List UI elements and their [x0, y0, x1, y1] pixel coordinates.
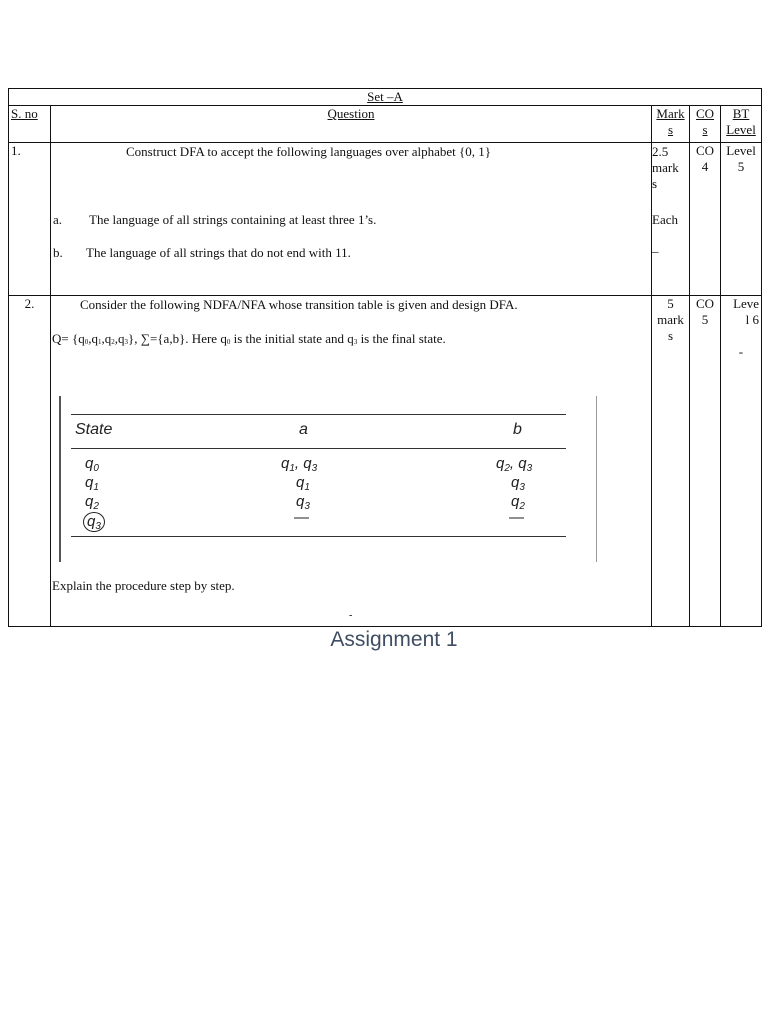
transition-table-image — [59, 396, 597, 562]
q1-part-b-label: b. — [53, 245, 63, 260]
set-title: Set –A — [367, 89, 403, 104]
question-2-row — [9, 296, 762, 627]
q2-bt-level: Leve l 6 - — [721, 296, 762, 627]
header-question: Question — [327, 106, 375, 121]
tt-row-0-a: $q_1$, $q_3$ — [281, 455, 318, 474]
q1-marks-dash: _ — [652, 239, 659, 254]
header-bt-level: BT Level — [721, 106, 762, 143]
question-table — [8, 88, 762, 627]
tt-header-state: State — [75, 421, 113, 438]
q1-part-a-label: a. — [53, 212, 63, 227]
tt-row-2-a: $q_3$ — [296, 493, 310, 512]
tt-row-0-state: $q_0$ — [85, 455, 99, 474]
tt-header-a: a — [299, 421, 308, 438]
q1-marks-each: Each — [652, 212, 678, 227]
tt-header-b: b — [513, 421, 522, 438]
q2-marks: 5 mark s — [652, 296, 690, 627]
q2-co: CO 5 — [690, 296, 721, 627]
tt-row-2-b: $q_2$ — [511, 493, 525, 512]
header-sno: S. no — [11, 106, 38, 121]
tt-row-2-state: $q_2$ — [85, 493, 99, 512]
header-cos: CO s — [690, 106, 721, 143]
assignment-caption: Assignment 1 — [330, 628, 458, 651]
q2-footer: Explain the procedure step by step. — [52, 578, 235, 593]
q1-co: CO 4 — [690, 143, 721, 296]
q1-marks: 2.5 mark s — [652, 144, 679, 191]
tt-row-3-state — [83, 512, 105, 532]
q2-number: 2. — [24, 296, 35, 311]
tt-row-3-b: — — [509, 509, 524, 526]
set-title-row — [9, 89, 762, 106]
q1-number: 1. — [11, 143, 21, 158]
header-row — [9, 106, 762, 143]
tt-row-0-b: $q_2$, $q_3$ — [496, 455, 533, 474]
tt-row-1-a: $q_1$ — [296, 474, 310, 493]
q1-intro: Construct DFA to accept the following languages over alphabet {0, 1} — [126, 144, 491, 159]
q2-intro: Consider the following NDFA/NFA whose transition table is given and design DFA. — [80, 297, 518, 312]
q1-part-a: The language of all strings containing at least three 1’s. — [89, 212, 377, 227]
header-marks: Mark s — [652, 106, 690, 143]
final-state-circle: $q_3$ — [83, 512, 105, 532]
q2-bottom-dash: - — [349, 610, 353, 621]
question-1-row — [9, 143, 762, 296]
tt-row-3-a: — — [294, 509, 309, 526]
assignment-sheet — [8, 88, 761, 627]
q2-state-set: $Q= \{q_0,q_1,q_2,q_3\}$, ∑={a,b}. Here $q_0$ is the initial state and $q_3$ is the final state. — [52, 331, 446, 346]
tt-row-1-b: $q_3$ — [511, 474, 525, 493]
tt-row-1-state: $q_1$ — [85, 474, 99, 493]
q1-bt-level: Level 5 — [721, 143, 762, 296]
q1-part-b: The language of all strings that do not end with 11. — [86, 245, 351, 260]
